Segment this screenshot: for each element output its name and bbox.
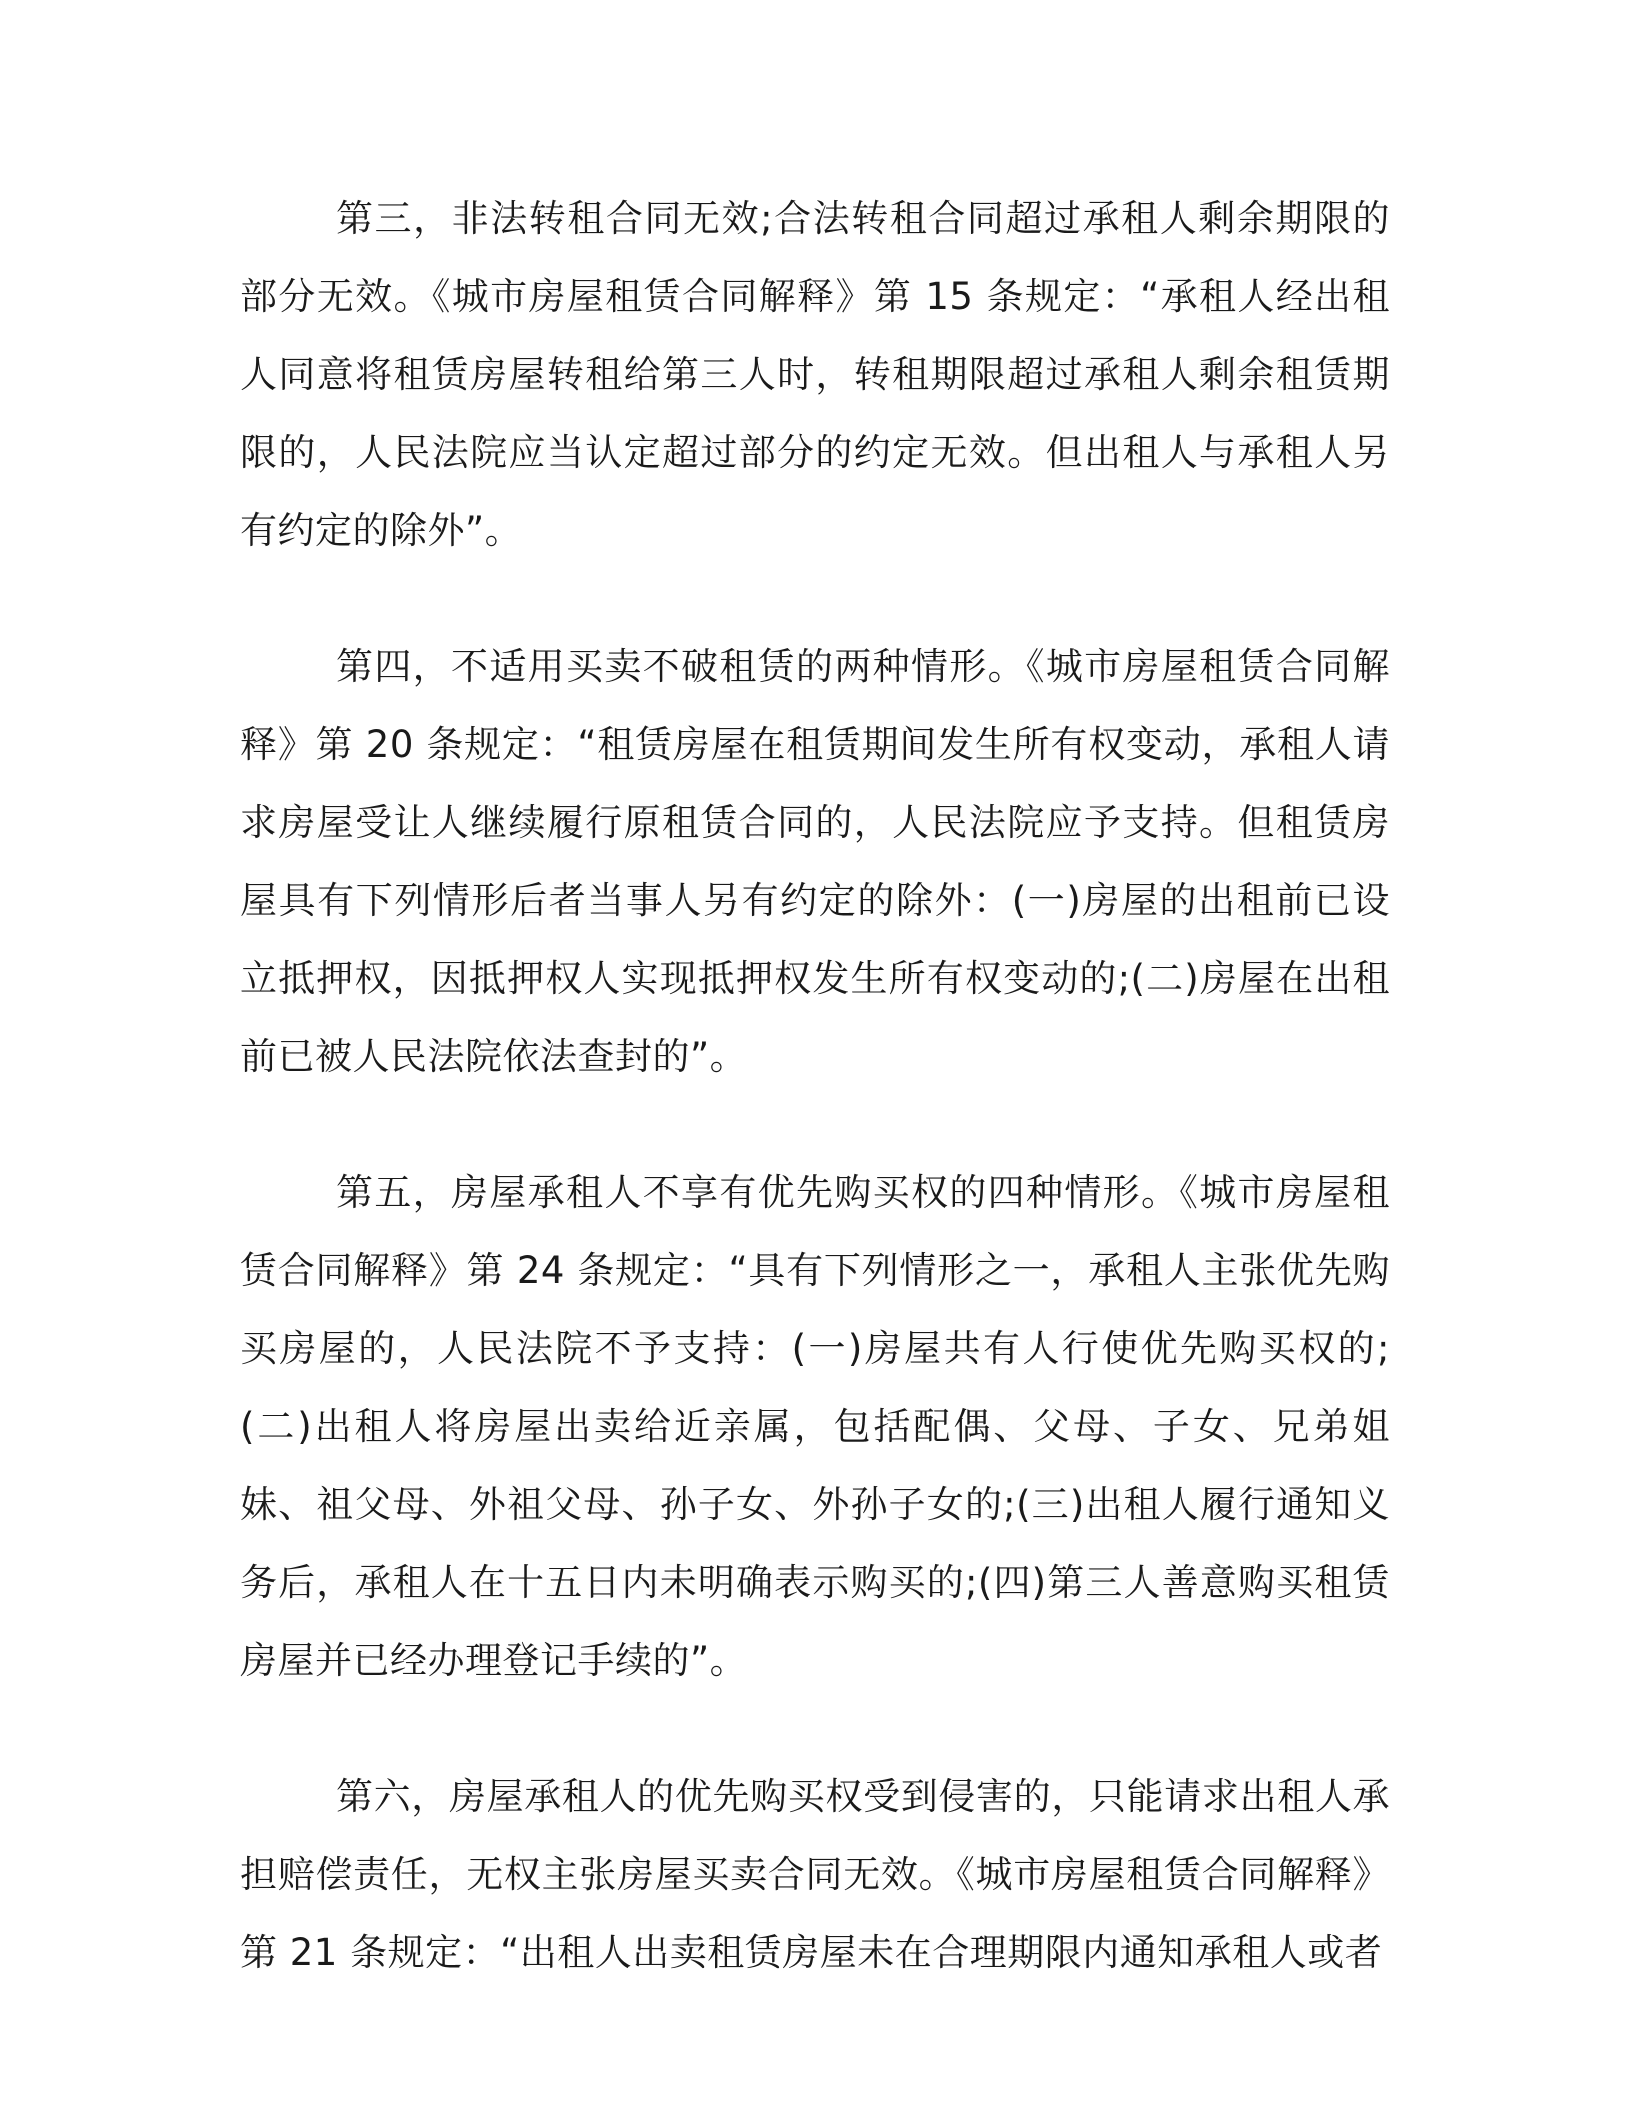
paragraph-fifth: 第五，房屋承租人不享有优先购买权的四种情形。《城市房屋租赁合同解释》第 24 条规定：“具有下列情形之一，承租人主张优先购买房屋的，人民法院不予支持：(一)房屋共有人行使优先购买权的;(二)出租人将房屋出卖给近亲属，包括配偶、父母、子女、兄弟姐妹、祖父母、外祖父母、孙子女、外孙子女的;(三)出租人履行通知义务后，承租人在十五日内未明确表示购买的;(四)第三人善意购买租赁房屋并已经办理登记手续的”。: [240, 1171, 1390, 1682]
paragraph-third: 第三，非法转租合同无效;合法转租合同超过承租人剩余期限的部分无效。《城市房屋租赁合同解释》第 15 条规定：“承租人经出租人同意将租赁房屋转租给第三人时，转租期限超过承租人剩余租赁期限的，人民法院应当认定超过部分的约定无效。但出租人与承租人另有约定的除外”。: [240, 197, 1390, 552]
paragraph-sixth: 第六，房屋承租人的优先购买权受到侵害的，只能请求出租人承担赔偿责任，无权主张房屋买卖合同无效。《城市房屋租赁合同解释》第 21 条规定：“出租人出卖租赁房屋未在合理期限内通知承租人或者: [240, 1775, 1390, 1974]
document-body: [240, 180, 1390, 2050]
paragraph-fourth: 第四，不适用买卖不破租赁的两种情形。《城市房屋租赁合同解释》第 20 条规定：“租赁房屋在租赁期间发生所有权变动，承租人请求房屋受让人继续履行原租赁合同的，人民法院应予支持。但租赁房屋具有下列情形后者当事人另有约定的除外：(一)房屋的出租前已设立抵押权，因抵押权人实现抵押权发生所有权变动的;(二)房屋在出租前已被人民法院依法查封的”。: [240, 645, 1390, 1078]
